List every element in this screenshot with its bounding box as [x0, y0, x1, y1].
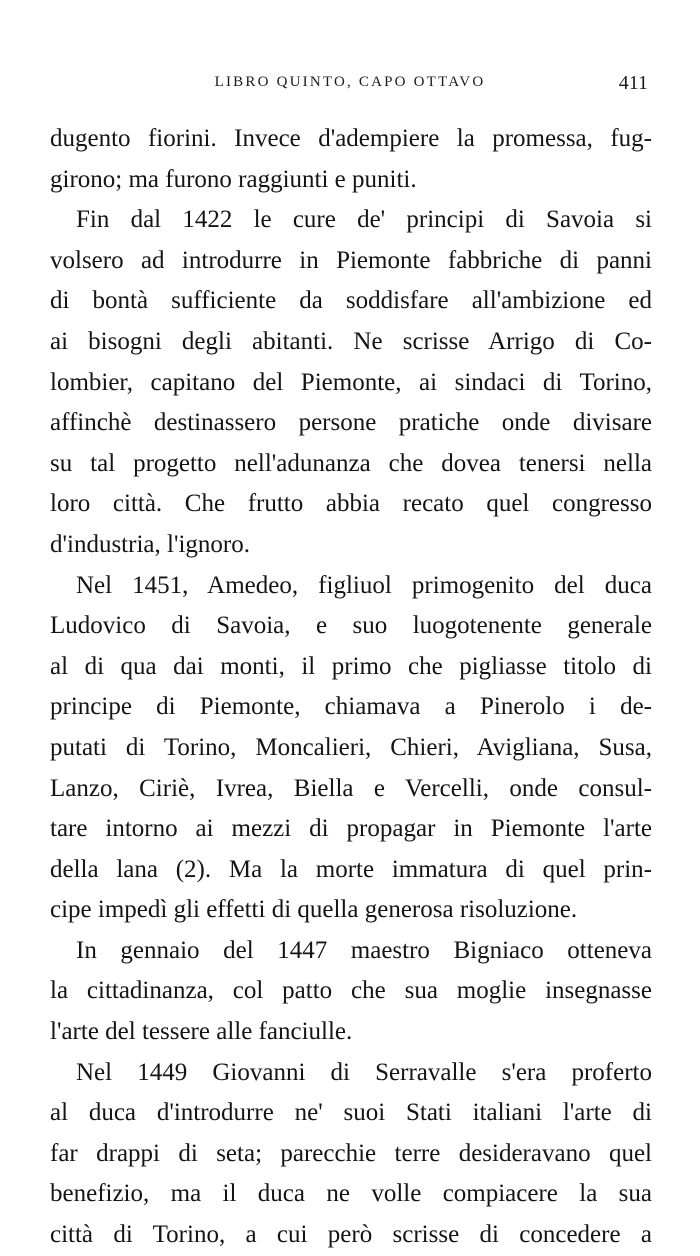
text-line: la cittadinanza, col patto che sua moglie insegnasse	[50, 977, 652, 1005]
text-line: al duca d'introdurre ne' suoi Stati italiani l'arte di	[50, 1099, 652, 1127]
text-line: benefizio, ma il duca ne volle compiacere la sua	[50, 1180, 652, 1208]
text-line: cipe impedì gli effetti di quella generosa risoluzione.	[50, 896, 578, 924]
text-line: città di Torino, a cui però scrisse di concedere a	[50, 1221, 652, 1249]
text-line: ai bisogni degli abitanti. Ne scrisse Arrigo di Co-	[50, 327, 652, 355]
text-line: lombier, capitano del Piemonte, ai sindaci di Torino,	[50, 368, 652, 396]
text-line: della lana (2). Ma la morte immatura di quel prin-	[50, 855, 652, 883]
running-head	[50, 74, 650, 104]
text-body	[50, 119, 652, 1256]
text-line: Lanzo, Ciriè, Ivrea, Biella e Vercelli, onde consul-	[50, 774, 652, 802]
text-line: Fin dal 1422 le cure de' principi di Savoia si	[76, 206, 652, 234]
text-line: loro città. Che frutto abbia recato quel congresso	[50, 490, 652, 518]
text-line: far drappi di seta; parecchie terre desideravano quel	[50, 1139, 652, 1167]
text-line: Nel 1449 Giovanni di Serravalle s'era proferto	[76, 1058, 652, 1086]
text-line: l'arte del tessere alle fanciulle.	[50, 1018, 353, 1046]
text-line: d'industria, l'ignoro.	[50, 530, 250, 558]
text-line: Ludovico di Savoia, e suo luogotenente generale	[50, 612, 652, 640]
text-line: dugento fiorini. Invece d'adempiere la promessa, fug-	[50, 125, 652, 152]
text-line: tare intorno ai mezzi di propagar in Piemonte l'arte	[50, 815, 652, 843]
page-number: 411	[618, 72, 648, 94]
text-line: principe di Piemonte, chiamava a Pinerolo i de-	[50, 693, 652, 721]
text-line: di bontà sufficiente da soddisfare all'ambizione ed	[50, 287, 652, 315]
text-line: Nel 1451, Amedeo, figliuol primogenito del duca	[76, 571, 652, 599]
text-line: putati di Torino, Moncalieri, Chieri, Avigliana, Susa,	[50, 733, 652, 761]
text-line: girono; ma furono raggiunti e puniti.	[50, 165, 417, 193]
text-line: su tal progetto nell'adunanza che dovea tenersi nella	[50, 449, 652, 477]
text-line: al di qua dai monti, il primo che pigliasse titolo di	[50, 652, 652, 680]
text-line: volsero ad introdurre in Piemonte fabbriche di panni	[50, 246, 652, 274]
running-title: LIBRO QUINTO, CAPO OTTAVO	[214, 74, 486, 90]
text-line: affinchè destinassero persone pratiche onde divisare	[50, 409, 652, 437]
text-line: In gennaio del 1447 maestro Bigniaco otteneva	[76, 936, 652, 964]
